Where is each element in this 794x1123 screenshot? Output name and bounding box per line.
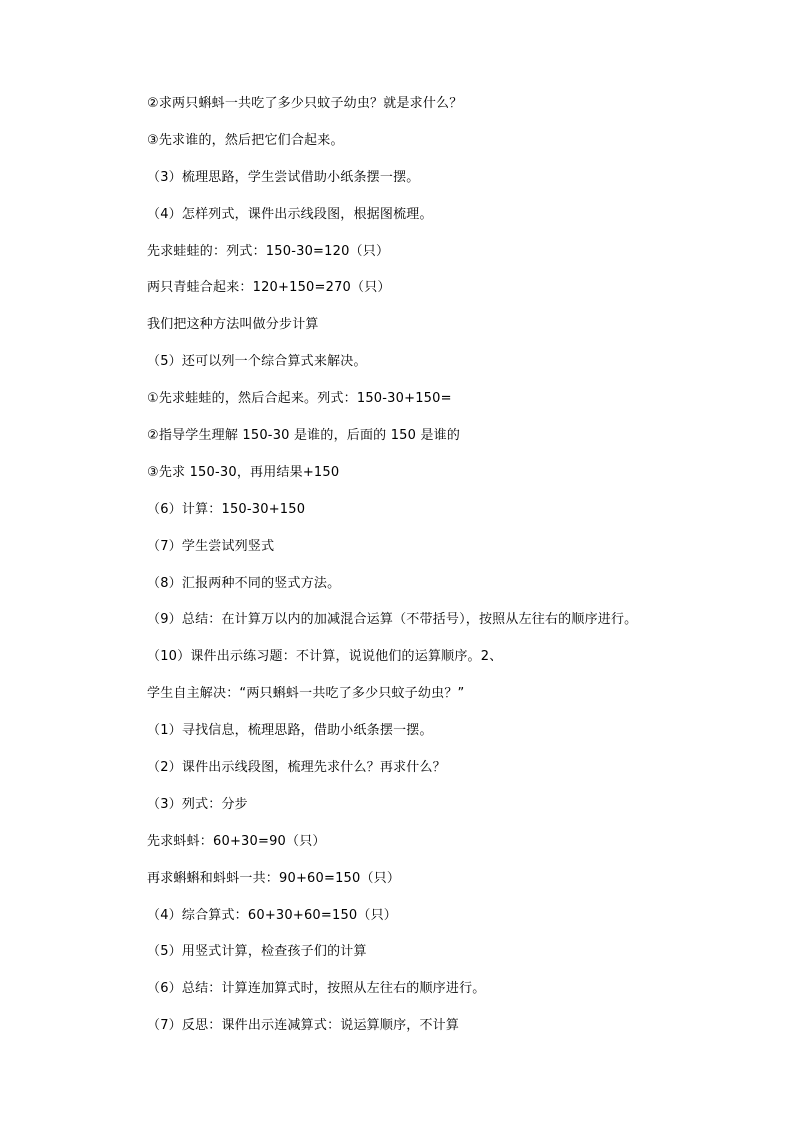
text-line: （9）总结：在计算万以内的加减混合运算（不带括号），按照从左往右的顺序进行。 [147,612,638,628]
text-line: （3）列式：分步 [147,796,248,812]
text-line: ③先求 150-30，再用结果+150 [147,464,340,480]
text-line: （6）总结：计算连加算式时，按照从左往右的顺序进行。 [147,981,486,997]
document-body [147,94,667,1053]
text-line: （2）课件出示线段图，梳理先求什么？再求什么？ [147,760,446,776]
text-line: 先求蛙蛙的：列式：150-30=120（只） [147,243,390,259]
text-line: （10）课件出示练习题：不计算，说说他们的运算顺序。2、 [147,649,503,665]
text-line: 我们把这种方法叫做分步计算 [147,317,319,333]
text-line: （8）汇报两种不同的竖式方法。 [147,575,341,591]
text-line: 学生自主解决：“两只蝌蚪一共吃了多少只蚊子幼虫？” [147,686,465,702]
text-line: （4）综合算式：60+30+60=150（只） [147,907,397,923]
text-line: （7）学生尝试列竖式 [147,538,275,554]
text-line: （3）梳理思路，学生尝试借助小纸条摆一摆。 [147,169,420,185]
text-line: （7）反思：课件出示连减算式：说运算顺序，不计算 [147,1018,460,1034]
text-line: 两只青蛙合起来：120+150=270（只） [147,280,391,296]
text-line: ③先求谁的，然后把它们合起来。 [147,132,344,148]
text-line: 再求蝌蝌和蚪蚪一共：90+60=150（只） [147,870,401,886]
text-line: ①先求蛙蛙的，然后合起来。列式：150-30+150= [147,391,452,407]
text-line: 先求蚪蚪：60+30=90（只） [147,833,326,849]
text-line: （5）还可以列一个综合算式来解决。 [147,354,367,370]
text-line: ②求两只蝌蚪一共吃了多少只蚊子幼虫？就是求什么？ [147,96,463,111]
text-line: （6）计算：150-30+150 [147,501,306,517]
text-line: （4）怎样列式，课件出示线段图，根据图梳理。 [147,206,433,222]
text-line: （5）用竖式计算，检查孩子们的计算 [147,944,367,960]
text-line: ②指导学生理解 150-30 是谁的，后面的 150 是谁的 [147,428,461,444]
text-line: （1）寻找信息，梳理思路，借助小纸条摆一摆。 [147,723,433,739]
